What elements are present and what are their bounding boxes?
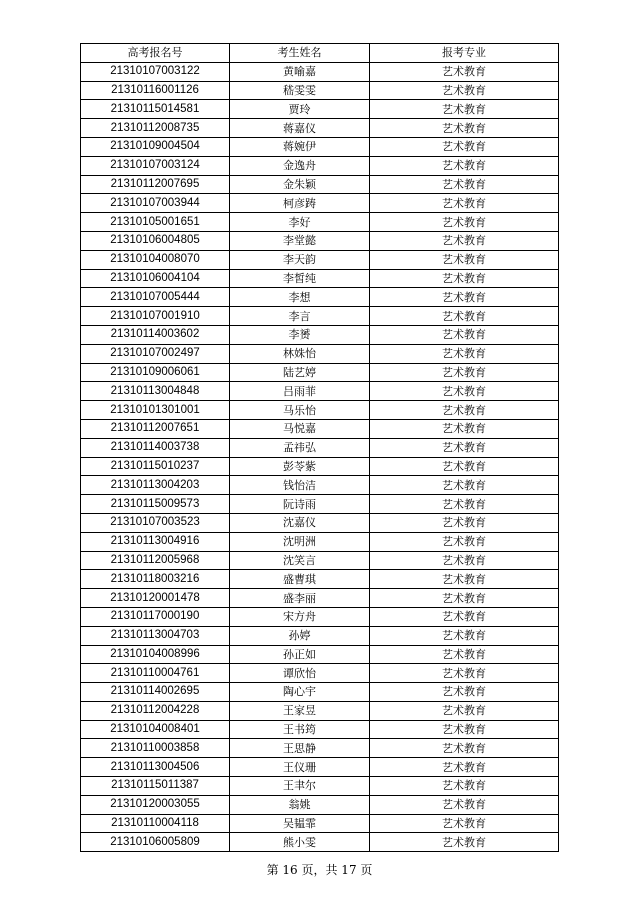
registration-number-cell: 21310107003122: [81, 62, 230, 81]
table-row: [81, 476, 559, 495]
candidate-name-cell: 沈嘉仪: [230, 513, 370, 532]
candidate-name-cell: 吴韫霏: [230, 814, 370, 833]
table-row: [81, 137, 559, 156]
table-row: [81, 175, 559, 194]
table-row: [81, 438, 559, 457]
major-cell: 艺术教育: [370, 814, 559, 833]
major-cell: 艺术教育: [370, 325, 559, 344]
table-row: [81, 344, 559, 363]
candidate-name-cell: 柯彦踌: [230, 194, 370, 213]
registration-number-cell: 21310110004118: [81, 814, 230, 833]
candidate-name-cell: 李好: [230, 213, 370, 232]
table-row: [81, 325, 559, 344]
table-row: [81, 231, 559, 250]
registration-number-cell: 21310112005968: [81, 551, 230, 570]
registration-number-cell: 21310114002695: [81, 683, 230, 702]
registration-number-cell: 21310113004848: [81, 382, 230, 401]
candidate-name-cell: 陶心宇: [230, 683, 370, 702]
registration-number-cell: 21310107003124: [81, 156, 230, 175]
table-row: [81, 194, 559, 213]
candidate-name-cell: 孟祎弘: [230, 438, 370, 457]
admission-list-sheet: [80, 43, 558, 852]
major-cell: 艺术教育: [370, 194, 559, 213]
registration-number-cell: 21310115011387: [81, 777, 230, 796]
registration-number-cell: 21310113004203: [81, 476, 230, 495]
header-candidate-name: 考生姓名: [230, 44, 370, 63]
table-row: [81, 589, 559, 608]
major-cell: 艺术教育: [370, 231, 559, 250]
admission-table: [80, 43, 559, 852]
registration-number-cell: 21310115014581: [81, 100, 230, 119]
candidate-name-cell: 李言: [230, 307, 370, 326]
registration-number-cell: 21310120001478: [81, 589, 230, 608]
registration-number-cell: 21310104008070: [81, 250, 230, 269]
major-cell: 艺术教育: [370, 551, 559, 570]
table-row: [81, 570, 559, 589]
registration-number-cell: 21310113004916: [81, 532, 230, 551]
major-cell: 艺术教育: [370, 382, 559, 401]
candidate-name-cell: 马悦嘉: [230, 419, 370, 438]
major-cell: 艺术教育: [370, 795, 559, 814]
table-row: [81, 213, 559, 232]
major-cell: 艺术教育: [370, 570, 559, 589]
major-cell: 艺术教育: [370, 250, 559, 269]
table-row: [81, 457, 559, 476]
table-row: [81, 720, 559, 739]
candidate-name-cell: 李堂懿: [230, 231, 370, 250]
major-cell: 艺术教育: [370, 626, 559, 645]
page-footer: 第 16 页，共 17 页: [266, 863, 373, 877]
major-cell: 艺术教育: [370, 457, 559, 476]
candidate-name-cell: 宋方舟: [230, 607, 370, 626]
candidate-name-cell: 盛李丽: [230, 589, 370, 608]
table-row: [81, 100, 559, 119]
major-cell: 艺术教育: [370, 344, 559, 363]
major-cell: 艺术教育: [370, 683, 559, 702]
major-cell: 艺术教育: [370, 833, 559, 852]
candidate-name-cell: 王思静: [230, 739, 370, 758]
candidate-name-cell: 彭苓紫: [230, 457, 370, 476]
table-row: [81, 363, 559, 382]
table-row: [81, 795, 559, 814]
candidate-name-cell: 沈笑言: [230, 551, 370, 570]
registration-number-cell: 21310106004805: [81, 231, 230, 250]
candidate-name-cell: 李赟: [230, 325, 370, 344]
candidate-name-cell: 王仪珊: [230, 758, 370, 777]
major-cell: 艺术教育: [370, 701, 559, 720]
major-cell: 艺术教育: [370, 532, 559, 551]
registration-number-cell: 21310110004761: [81, 664, 230, 683]
major-cell: 艺术教育: [370, 307, 559, 326]
table-row: [81, 777, 559, 796]
major-cell: 艺术教育: [370, 607, 559, 626]
registration-number-cell: 21310104008401: [81, 720, 230, 739]
major-cell: 艺术教育: [370, 438, 559, 457]
table-row: [81, 119, 559, 138]
major-cell: 艺术教育: [370, 62, 559, 81]
candidate-name-cell: 钱怡洁: [230, 476, 370, 495]
registration-number-cell: 21310106004104: [81, 269, 230, 288]
table-body: [81, 62, 559, 851]
candidate-name-cell: 蒋婉伊: [230, 137, 370, 156]
table-row: [81, 626, 559, 645]
table-row: [81, 269, 559, 288]
table-row: [81, 156, 559, 175]
candidate-name-cell: 林姝怡: [230, 344, 370, 363]
registration-number-cell: 21310113004506: [81, 758, 230, 777]
table-row: [81, 250, 559, 269]
table-row: [81, 81, 559, 100]
table-row: [81, 288, 559, 307]
table-row: [81, 513, 559, 532]
candidate-name-cell: 孙婷: [230, 626, 370, 645]
table-header-row: [81, 44, 559, 63]
registration-number-cell: 21310106005809: [81, 833, 230, 852]
candidate-name-cell: 盛曹琪: [230, 570, 370, 589]
registration-number-cell: 21310101301001: [81, 401, 230, 420]
candidate-name-cell: 翁姚: [230, 795, 370, 814]
table-row: [81, 739, 559, 758]
major-cell: 艺术教育: [370, 119, 559, 138]
table-row: [81, 833, 559, 852]
registration-number-cell: 21310116001126: [81, 81, 230, 100]
registration-number-cell: 21310112008735: [81, 119, 230, 138]
major-cell: 艺术教育: [370, 175, 559, 194]
major-cell: 艺术教育: [370, 513, 559, 532]
candidate-name-cell: 吕雨菲: [230, 382, 370, 401]
registration-number-cell: 21310107005444: [81, 288, 230, 307]
registration-number-cell: 21310114003738: [81, 438, 230, 457]
table-row: [81, 683, 559, 702]
major-cell: 艺术教育: [370, 777, 559, 796]
table-row: [81, 401, 559, 420]
table-row: [81, 382, 559, 401]
major-cell: 艺术教育: [370, 720, 559, 739]
registration-number-cell: 21310109004504: [81, 137, 230, 156]
table-row: [81, 814, 559, 833]
table-row: [81, 645, 559, 664]
registration-number-cell: 21310120003055: [81, 795, 230, 814]
registration-number-cell: 21310112007695: [81, 175, 230, 194]
major-cell: 艺术教育: [370, 758, 559, 777]
candidate-name-cell: 蒋嘉仪: [230, 119, 370, 138]
major-cell: 艺术教育: [370, 137, 559, 156]
registration-number-cell: 21310118003216: [81, 570, 230, 589]
registration-number-cell: 21310115009573: [81, 495, 230, 514]
registration-number-cell: 21310109006061: [81, 363, 230, 382]
major-cell: 艺术教育: [370, 401, 559, 420]
major-cell: 艺术教育: [370, 476, 559, 495]
candidate-name-cell: 王家昱: [230, 701, 370, 720]
registration-number-cell: 21310104008996: [81, 645, 230, 664]
major-cell: 艺术教育: [370, 156, 559, 175]
registration-number-cell: 21310114003602: [81, 325, 230, 344]
registration-number-cell: 21310107001910: [81, 307, 230, 326]
candidate-name-cell: 马乐怡: [230, 401, 370, 420]
registration-number-cell: 21310105001651: [81, 213, 230, 232]
registration-number-cell: 21310112007651: [81, 419, 230, 438]
major-cell: 艺术教育: [370, 100, 559, 119]
registration-number-cell: 21310113004703: [81, 626, 230, 645]
registration-number-cell: 21310112004228: [81, 701, 230, 720]
candidate-name-cell: 谭欣怡: [230, 664, 370, 683]
candidate-name-cell: 熊小雯: [230, 833, 370, 852]
registration-number-cell: 21310110003858: [81, 739, 230, 758]
registration-number-cell: 21310107003944: [81, 194, 230, 213]
header-major: 报考专业: [370, 44, 559, 63]
major-cell: 艺术教育: [370, 419, 559, 438]
table-row: [81, 62, 559, 81]
candidate-name-cell: 孙正如: [230, 645, 370, 664]
major-cell: 艺术教育: [370, 81, 559, 100]
candidate-name-cell: 金朱颖: [230, 175, 370, 194]
major-cell: 艺术教育: [370, 269, 559, 288]
major-cell: 艺术教育: [370, 288, 559, 307]
candidate-name-cell: 黄喻嘉: [230, 62, 370, 81]
major-cell: 艺术教育: [370, 589, 559, 608]
table-row: [81, 758, 559, 777]
table-row: [81, 532, 559, 551]
candidate-name-cell: 阮诗雨: [230, 495, 370, 514]
candidate-name-cell: 李皙纯: [230, 269, 370, 288]
registration-number-cell: 21310107002497: [81, 344, 230, 363]
table-row: [81, 551, 559, 570]
candidate-name-cell: 王聿尔: [230, 777, 370, 796]
candidate-name-cell: 贾玲: [230, 100, 370, 119]
major-cell: 艺术教育: [370, 495, 559, 514]
major-cell: 艺术教育: [370, 213, 559, 232]
candidate-name-cell: 嵇雯雯: [230, 81, 370, 100]
table-row: [81, 701, 559, 720]
table-row: [81, 495, 559, 514]
table-row: [81, 607, 559, 626]
major-cell: 艺术教育: [370, 739, 559, 758]
candidate-name-cell: 王书筠: [230, 720, 370, 739]
candidate-name-cell: 李想: [230, 288, 370, 307]
table-row: [81, 419, 559, 438]
candidate-name-cell: 李天韵: [230, 250, 370, 269]
registration-number-cell: 21310115010237: [81, 457, 230, 476]
candidate-name-cell: 沈明洲: [230, 532, 370, 551]
table-row: [81, 307, 559, 326]
major-cell: 艺术教育: [370, 363, 559, 382]
major-cell: 艺术教育: [370, 664, 559, 683]
registration-number-cell: 21310117000190: [81, 607, 230, 626]
registration-number-cell: 21310107003523: [81, 513, 230, 532]
header-registration-number: 高考报名号: [81, 44, 230, 63]
candidate-name-cell: 陆艺婷: [230, 363, 370, 382]
candidate-name-cell: 金逸舟: [230, 156, 370, 175]
major-cell: 艺术教育: [370, 645, 559, 664]
table-row: [81, 664, 559, 683]
